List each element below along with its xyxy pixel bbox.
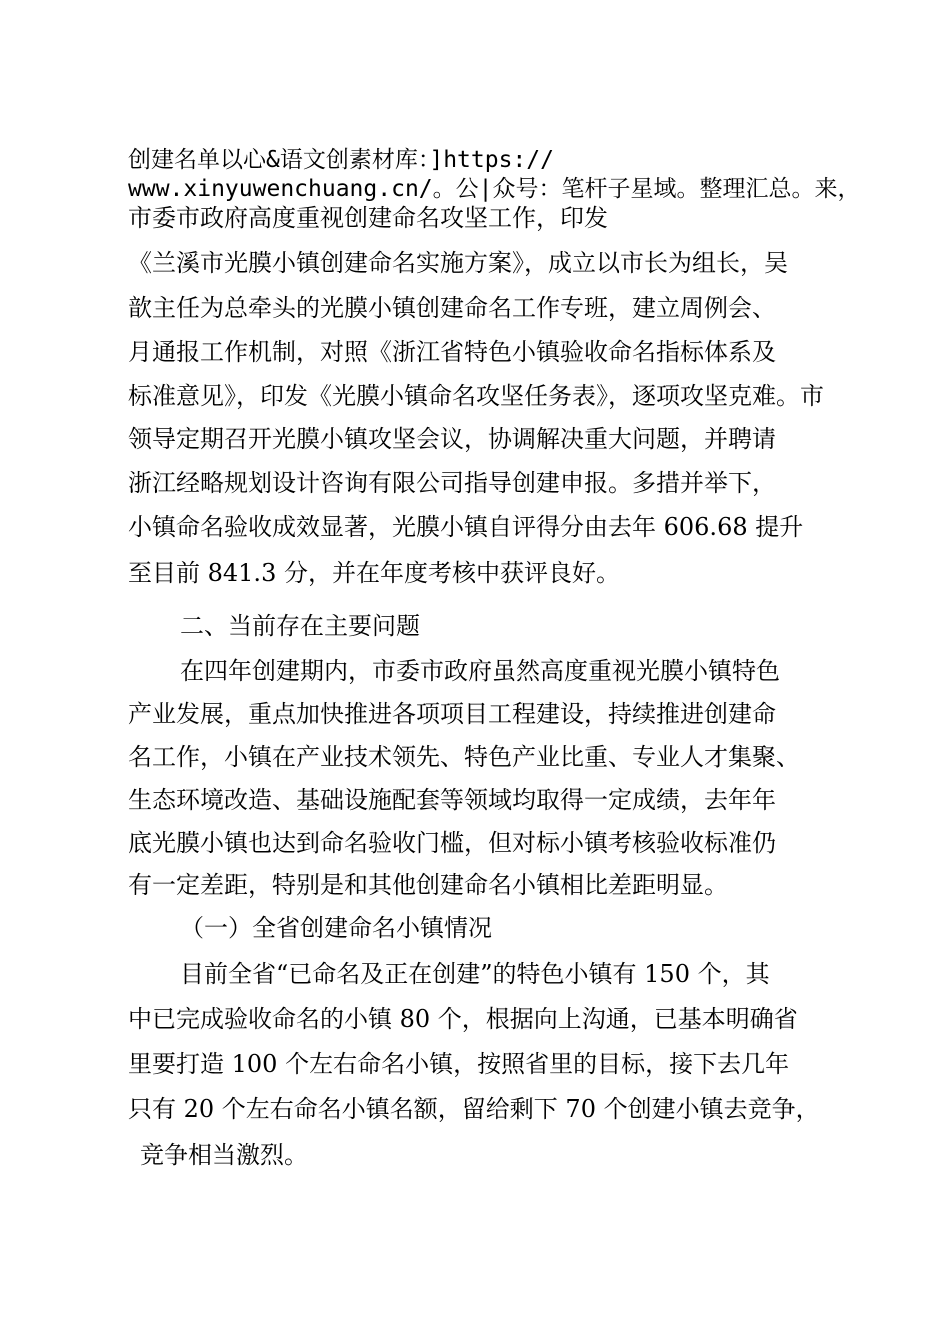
para2-line-4: 生态环境改造、基础设施配套等领域均取得一定成绩，去年年 [128,786,776,814]
para3-line-4: 只有 20 个左右命名小镇名额，留给剩下 70 个创建小镇去竞争， [128,1095,820,1123]
para1-line-3: 月通报工作机制，对照《浙江省特色小镇验收命名指标体系及 [128,338,776,366]
para1-line-2: 歆主任为总牵头的光膜小镇创建命名工作专班，建立周例会、 [128,294,776,322]
header-line-3: 市委市政府高度重视创建命名攻坚工作，印发 [128,204,608,232]
header-line-1: 创建名单以心&语文创素材库：]https:// [128,147,554,173]
para3-line-2: 中已完成验收命名的小镇 80 个，根据向上沟通，已基本明确省 [128,1005,798,1033]
para2-line-3: 名工作，小镇在产业技术领先、特色产业比重、专业人才集聚、 [128,743,800,771]
para2-line-6: 有一定差距，特别是和其他创建命名小镇相比差距明显。 [128,871,728,899]
para2-line-5: 底光膜小镇也达到命名验收门槛，但对标小镇考核验收标准仍 [128,829,776,857]
para1-line-5: 领导定期召开光膜小镇攻坚会议，协调解决重大问题，并聘请 [128,425,776,453]
para3-line-3: 里要打造 100 个左右命名小镇，按照省里的目标，接下去几年 [128,1050,790,1078]
section-heading: 二、当前存在主要问题 [180,612,420,640]
para1-line-6: 浙江经略规划设计咨询有限公司指导创建申报。多措并举下， [128,469,776,497]
para1-line-1: 《兰溪市光膜小镇创建命名实施方案》，成立以市长为组长，吴 [128,249,788,277]
para2-line-2: 产业发展，重点加快推进各项项目工程建设，持续推进创建命 [128,700,776,728]
para1-line-4: 标准意见》，印发《光膜小镇命名攻坚任务表》，逐项攻坚克难。市 [128,382,824,410]
header-line-2: www.xinyuwenchuang.cn/。公|众号：笔杆子星域。整理汇总。来， [128,176,861,202]
para3-line-1: 目前全省“已命名及正在创建”的特色小镇有 150 个，其 [180,960,770,988]
para2-line-1: 在四年创建期内，市委市政府虽然高度重视光膜小镇特色 [180,657,780,685]
para3-line-5: 竞争相当激烈。 [140,1141,308,1169]
para1-line-7: 小镇命名验收成效显著，光膜小镇自评得分由去年 606.68 提升 [128,513,804,541]
para1-line-8: 至目前 841.3 分，并在年度考核中获评良好。 [128,559,620,587]
subsection-heading: （一）全省创建命名小镇情况 [180,914,492,942]
